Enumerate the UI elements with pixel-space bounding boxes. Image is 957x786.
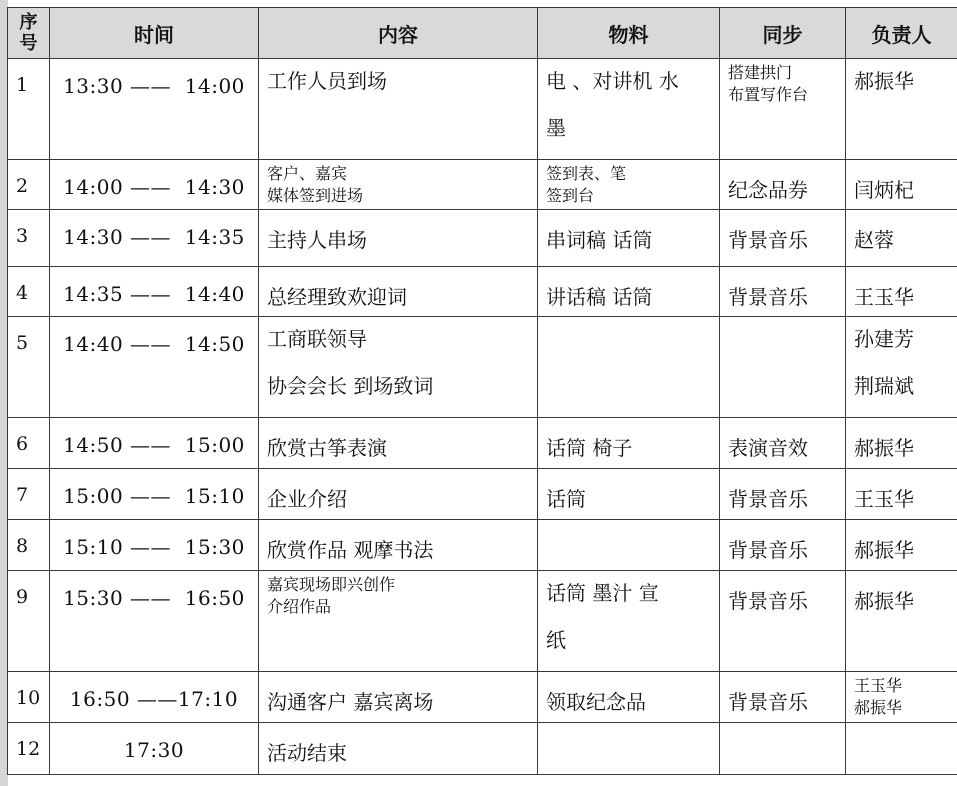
row-materials (538, 267, 720, 317)
row-content (259, 317, 538, 418)
row-owner-line: 孙建芳 (854, 327, 914, 351)
table-row (8, 723, 957, 775)
row-owner (846, 469, 957, 520)
header-owner: 负责人 (846, 8, 957, 59)
header-seq: 序 号 (8, 8, 50, 59)
table-row (8, 59, 957, 160)
row-content (259, 672, 538, 723)
row-materials (538, 571, 720, 672)
row-number: 6 (8, 418, 50, 469)
row-materials (538, 672, 720, 723)
table-row (8, 267, 957, 317)
row-owner-line: 郝振华 (854, 589, 914, 613)
row-owner-line: 荆瑞斌 (854, 374, 914, 398)
header-materials: 物料 (538, 8, 720, 59)
row-owner-line: 郝振华 (854, 698, 903, 717)
row-content-line: 客户、嘉宾 (267, 164, 348, 183)
row-sync-line: 背景音乐 (728, 538, 808, 562)
row-number: 9 (8, 571, 50, 672)
row-sync-line: 背景音乐 (728, 228, 808, 252)
row-sync-line: 表演音效 (728, 436, 808, 460)
row-owner-line: 闫炳杞 (854, 178, 914, 202)
row-content (259, 210, 538, 267)
row-time: 14:35 —— 14:40 (50, 267, 259, 317)
row-content-line: 欣赏古筝表演 (267, 436, 387, 460)
row-number: 10 (8, 672, 50, 723)
row-sync-line: 纪念品券 (728, 178, 808, 202)
row-owner (846, 267, 957, 317)
row-sync (720, 571, 846, 672)
row-content-line: 欣赏作品 观摩书法 (267, 538, 434, 562)
header-sync: 同步 (720, 8, 846, 59)
row-sync (720, 210, 846, 267)
row-sync-line: 背景音乐 (728, 487, 808, 511)
row-time: 14:40 —— 14:50 (50, 317, 259, 418)
row-owner (846, 210, 957, 267)
row-sync-line: 布置写作台 (728, 85, 809, 104)
row-content (259, 418, 538, 469)
header-time: 时间 (50, 8, 259, 59)
row-owner-line: 王玉华 (854, 487, 914, 511)
row-materials-line: 话筒 (546, 487, 586, 511)
row-time: 14:30 —— 14:35 (50, 210, 259, 267)
row-materials-line: 领取纪念品 (546, 690, 646, 714)
row-content-line: 主持人串场 (267, 228, 367, 252)
row-sync (720, 723, 846, 775)
row-number: 1 (8, 59, 50, 160)
row-time: 17:30 (50, 723, 259, 775)
row-sync (720, 672, 846, 723)
row-number: 3 (8, 210, 50, 267)
row-content-line: 嘉宾现场即兴创作 (267, 575, 396, 594)
row-sync (720, 418, 846, 469)
row-content-line: 沟通客户 嘉宾离场 (267, 690, 434, 714)
row-sync-line: 背景音乐 (728, 589, 808, 613)
row-owner (846, 520, 957, 571)
row-materials (538, 317, 720, 418)
event-schedule-table (7, 7, 957, 775)
row-materials (538, 520, 720, 571)
row-owner (846, 317, 957, 418)
row-materials-line: 话筒 椅子 (546, 436, 633, 460)
row-owner-line: 赵蓉 (854, 228, 894, 252)
row-number: 8 (8, 520, 50, 571)
row-materials-line: 签到表、笔 (546, 164, 627, 183)
row-materials (538, 210, 720, 267)
row-content-line: 工商联领导 (267, 327, 367, 351)
row-time: 15:30 —— 16:50 (50, 571, 259, 672)
row-sync-line: 背景音乐 (728, 285, 808, 309)
table-row (8, 520, 957, 571)
row-sync (720, 520, 846, 571)
row-materials (538, 469, 720, 520)
row-materials-line: 纸 (546, 628, 566, 652)
row-content-line: 总经理致欢迎词 (267, 285, 407, 309)
row-sync-line: 搭建拱门 (728, 63, 793, 82)
row-time: 14:00 —— 14:30 (50, 160, 259, 210)
table-row (8, 317, 957, 418)
row-owner-line: 郝振华 (854, 538, 914, 562)
row-content-line: 企业介绍 (267, 487, 347, 511)
row-owner-line: 郝振华 (854, 69, 914, 93)
row-content-line: 介绍作品 (267, 597, 332, 616)
row-content (259, 571, 538, 672)
row-content-line: 活动结束 (267, 741, 347, 765)
row-owner (846, 723, 957, 775)
row-materials-line: 签到台 (546, 186, 595, 205)
row-owner-line: 王玉华 (854, 285, 914, 309)
row-owner-line: 郝振华 (854, 436, 914, 460)
row-content-line: 工作人员到场 (267, 69, 387, 93)
row-materials-line: 墨 (546, 116, 566, 140)
row-materials (538, 418, 720, 469)
header-row (8, 8, 957, 59)
row-content (259, 723, 538, 775)
row-owner (846, 418, 957, 469)
row-materials (538, 723, 720, 775)
row-owner (846, 672, 957, 723)
row-time: 13:30 —— 14:00 (50, 59, 259, 160)
row-materials-line: 电 、对讲机 水 (546, 69, 679, 93)
row-content-line: 媒体签到进场 (267, 186, 364, 205)
table-row (8, 469, 957, 520)
row-content-line: 协会会长 到场致词 (267, 374, 434, 398)
row-time: 15:10 —— 15:30 (50, 520, 259, 571)
row-sync-line: 背景音乐 (728, 690, 808, 714)
row-sync (720, 267, 846, 317)
row-sync (720, 469, 846, 520)
row-time: 14:50 —— 15:00 (50, 418, 259, 469)
row-number: 7 (8, 469, 50, 520)
row-materials (538, 160, 720, 210)
row-materials-line: 话筒 墨汁 宣 (546, 581, 659, 605)
row-owner (846, 571, 957, 672)
row-content (259, 469, 538, 520)
row-materials-line: 讲话稿 话筒 (546, 285, 653, 309)
row-number: 12 (8, 723, 50, 775)
row-materials (538, 59, 720, 160)
table-row (8, 160, 957, 210)
table-row (8, 418, 957, 469)
row-time: 16:50 ——17:10 (50, 672, 259, 723)
row-materials-line: 串词稿 话筒 (546, 228, 653, 252)
row-content (259, 520, 538, 571)
row-owner (846, 160, 957, 210)
row-content (259, 160, 538, 210)
row-owner-line: 王玉华 (854, 676, 903, 695)
row-owner (846, 59, 957, 160)
row-sync (720, 59, 846, 160)
row-sync (720, 317, 846, 418)
header-content: 内容 (259, 8, 538, 59)
row-number: 2 (8, 160, 50, 210)
row-number: 4 (8, 267, 50, 317)
row-content (259, 59, 538, 160)
table-row (8, 571, 957, 672)
row-time: 15:00 —— 15:10 (50, 469, 259, 520)
row-number: 5 (8, 317, 50, 418)
row-sync (720, 160, 846, 210)
row-content (259, 267, 538, 317)
table-row (8, 210, 957, 267)
table-row (8, 672, 957, 723)
